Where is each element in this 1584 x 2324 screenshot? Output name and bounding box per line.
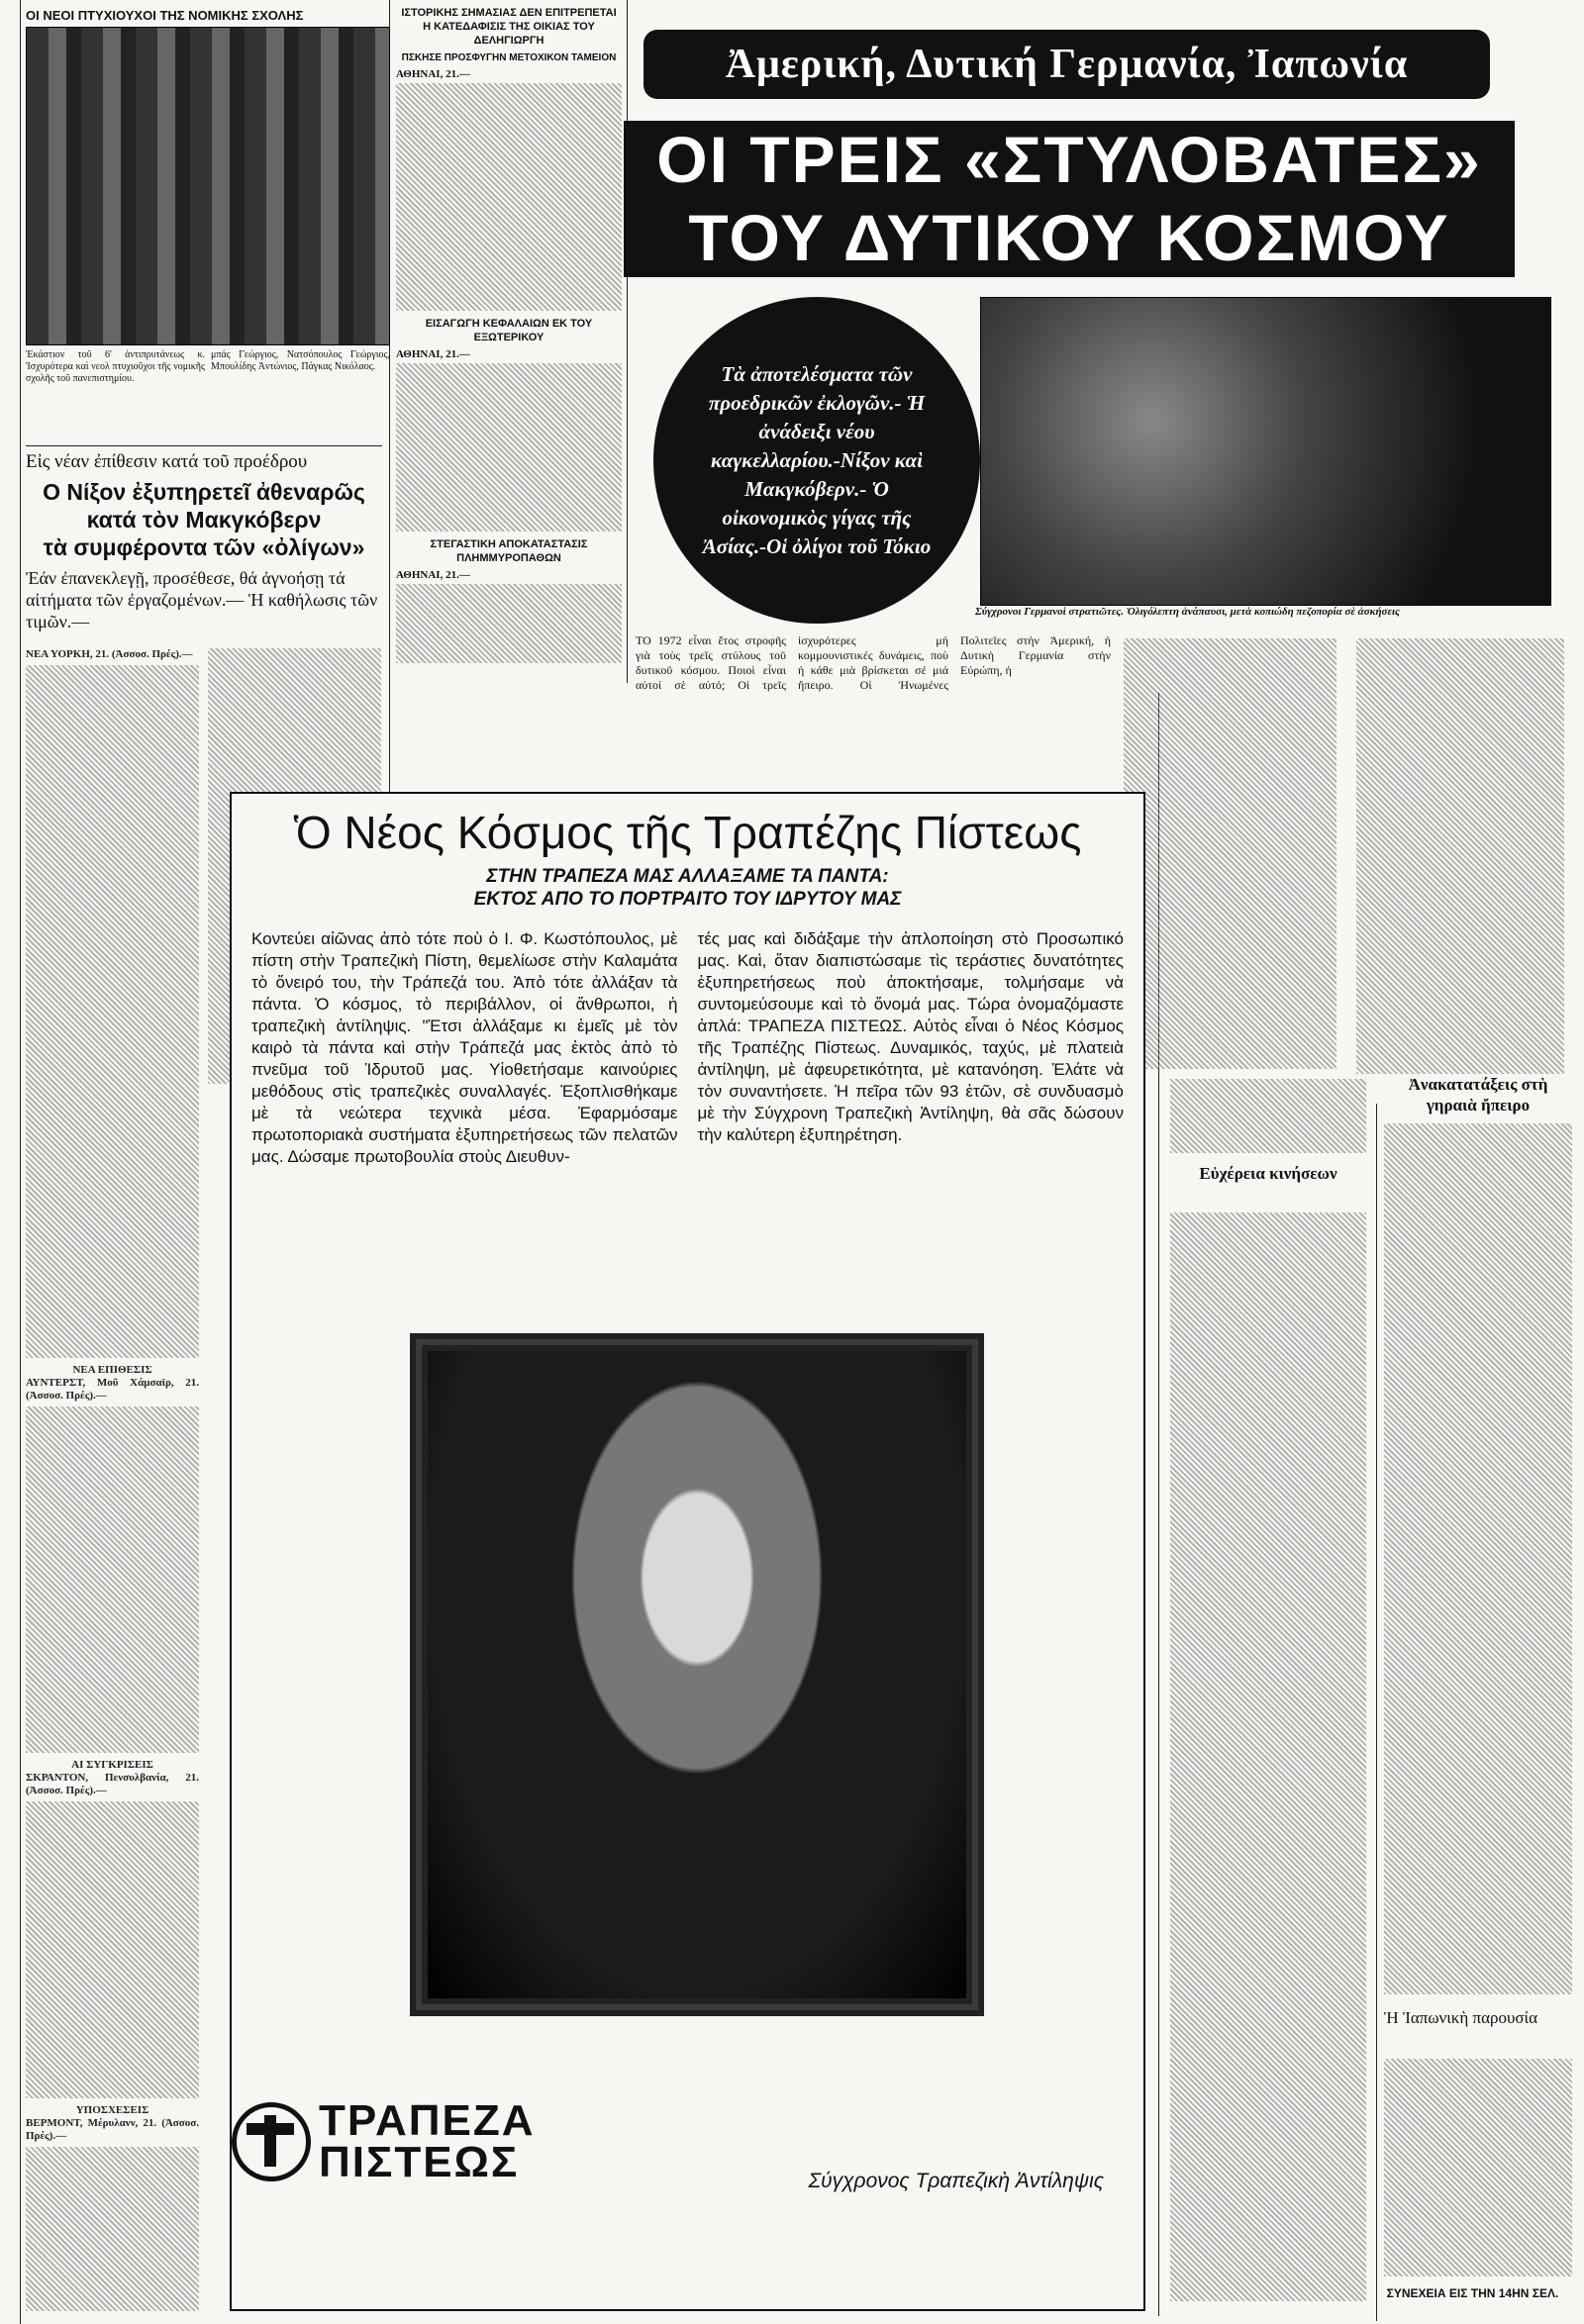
main-story-column-d: [1170, 1212, 1366, 2301]
column-text-block: [396, 83, 622, 311]
main-story-column-c: [1170, 1079, 1366, 1153]
photo-caption-right: μπάς Γεώργιος, Νατσόπουλος Γεώργιος, Μπουλίδης Ἀντώνιος, Πάγκας Νικόλαος.: [211, 349, 390, 372]
column-text-block: [396, 584, 622, 663]
nixon-kicker: Εἰς νέαν ἐπίθεσιν κατά τοῦ προέδρου: [26, 451, 308, 472]
main-story-column-f: [1384, 2059, 1572, 2276]
column-text-block: [26, 1406, 199, 1753]
graduates-photo: [26, 27, 390, 345]
column-rule: [627, 0, 628, 683]
mid-subhead-1: ΠΣΚΗΣΕ ΠΡΟΣΦΥΓΗΝ ΜΕΤΟΧΙΚΟΝ ΤΑΜΕΙΟΝ: [401, 52, 617, 63]
subhead-japan: Ἡ Ἰαπωνικὴ παρουσία: [1384, 2008, 1538, 2027]
bank-ad-body-left: Κοντεύει αἰῶνας ἀπὸ τότε ποὺ ὁ Ι. Φ. Κωστόπουλος, μὲ πίστη στὴν Τραπεζικὴ Πίστη, θεμελίωσε στὴν Καλαμάτα τὸ ὄνειρό του, τὴν Τράπεζά του. Ἀπὸ τότε ἀλλάξαν τὰ πάντα. Ὁ κόσμος, τὸ περιβάλλον, οἱ ἄνθρωποι, ἡ τραπεζικὴ ἀντίληψις. "Ἐτσι ἀλλάξαμε κι ἐμεῖς μὲ τὸν καιρὸ τὰ πάντα καὶ στὴν Τράπεζά μας ἐκτὸς ἀπὸ τὸ πνεῦμα τοῦ Ἱδρυτοῦ μας. Υἱοθετήσαμε καινούριες μεθόδους στὶς τραπεζικὲς συναλλαγές. Ἐξοπλισθήκαμε μὲ τὰ νεώτερα τεχνικὰ μέσα. Ἐφαρμόσαμε πρωτοποριακὰ συστήματα ἐξυπηρετήσεως τῶν πελατῶν μας. Δώσαμε πρωτοβουλία στοὺς Διευθυν-: [251, 929, 678, 1166]
founder-portrait: [428, 1351, 966, 1998]
dateline: ΝΕΑ ΥΟΡΚΗ, 21. (Ἀσσοσ. Πρές).—: [26, 648, 193, 660]
dateline: ΑΘΗΝΑΙ, 21.—: [396, 569, 470, 581]
column-text-block: [26, 2147, 199, 2311]
portrait-frame: [410, 1333, 984, 2016]
mid-headline-2: ΕΙΣΑΓΩΓΗ ΚΕΦΑΛΑΙΩΝ ΕΚ ΤΟΥ ΕΞΩΤΕΡΙΚΟΥ: [425, 318, 593, 343]
column-text-block: [26, 1801, 199, 2098]
nixon-column-1: [26, 648, 199, 2311]
dateline: ΒΕΡΜΟΝΤ, Μέρυλανν, 21. (Ἀσσοσ. Πρές).—: [26, 2117, 199, 2142]
circle-summary: Τὰ ἀποτελέσματα τῶν προεδρικῶν ἐκλογῶν.- Ἡ ἀνάδειξι νέου καγκελλαρίου.-Νίξον καὶ Μακγκόβερν.- Ὁ οἰκονομικὸς γίγας τῆς Ἀσίας.-Οἱ ὀλίγοι τοῦ Τόκιο: [653, 297, 980, 624]
dateline: ΑΥΝΤΕΡΣΤ, Μοῦ Χάμσαϊρ, 21. (Ἀσσοσ. Πρές).—: [26, 1377, 199, 1402]
main-story-column-a: [1124, 638, 1336, 1069]
soldiers-photo: [980, 297, 1551, 606]
dateline: ΣΚΡΑΝΤΟΝ, Πενσυλβανία, 21. (Ἀσσοσ. Πρές).—: [26, 1772, 199, 1796]
subhead-eucheria: Εὐχέρεια κινήσεων: [1199, 1164, 1337, 1183]
bank-logo-line-2: ΠΙΣΤΕΩΣ: [319, 2138, 520, 2186]
edge-rule: [20, 0, 21, 2324]
story-banner: Ἀμερική, Δυτική Γερμανία, Ἰαπωνία: [644, 30, 1490, 99]
law-school-story: [26, 8, 390, 385]
column-text-block: [396, 363, 622, 532]
main-story-column-e: [1384, 1123, 1572, 1994]
bank-ad-tagline: Σύγχρονος Τραπεζικὴ Ἀντίληψις: [808, 2170, 1104, 2192]
section-tag: ΝΕΑ ΕΠΙΘΕΣΙΣ: [72, 1364, 152, 1376]
bank-logo-line-1: ΤΡΑΠΕΖΑ: [319, 2096, 536, 2145]
main-story-lead: ΤΟ 1972 εἶναι ἔτος στροφῆς γιὰ τοὺς τρεῖς στύλους τοῦ δυτικοῦ κόσμου. Ποιοὶ εἶναι αὐτοί σὲ αὐτό; Οἱ τρεῖς ἰσχυρότερες μή κομμουνιστικές δυνάμεις, ποὺ ἡ κάθε μιὰ βρίσκεται σέ μιά ἤπειρο. Οἱ Ἠνωμένες Πολιτεῖες στὴν Ἀμερική, ἡ Δυτικὴ Γερμανία στὴν Εὐρώπη, ἡ: [636, 633, 1111, 692]
bank-ad-subtitle-1: ΣΤΗΝ ΤΡΑΠΕΖΑ ΜΑΣ ΑΛΛΑΞΑΜΕ ΤΑ ΠΑΝΤΑ:: [486, 866, 889, 887]
nixon-headline-2: κατά τὸν Μακγκόβερν: [86, 507, 322, 533]
column-text-block: [26, 665, 199, 1358]
mid-news-column: [396, 6, 622, 663]
bank-ad-body-right: τές μας καὶ διδάξαμε τὴν ἀπλοποίηση στὸ Προσωπικό μας. Καὶ, ὅταν διαπιστώσαμε τὶς τεράστιες δυνατότητες ἐξυπηρετήσεως ποὺ ἀποκτήσαμε, τολμήσαμε νὰ συντομεύσουμε καὶ τὸ ὄνομά μας. Τώρα ὀνομαζόμαστε ἁπλά: ΤΡΑΠΕΖΑ ΠΙΣΤΕΩΣ. Αὐτὸς εἶναι ὁ Νέος Κόσμος τῆς Τραπέζης Πίστεως. Δυναμικός, ταχύς, μὲ πλατειὰ ἀντίληψη, μὲ ἀφευρετικότητα, μὲ κατανόηση. Ἐλάτε νὰ τὸν συναντήσετε. Ἡ πεῖρα τῶν 93 ἐτῶν, σὲ συνδυασμὸ μὲ τὴν Σύγχρονη Τραπεζικὴ Ἀντίληψη, θὰ σᾶς δώσουν τὴν καλύτερη ἐξυπηρέτηση.: [697, 929, 1124, 1144]
column-rule: [1376, 1104, 1377, 2321]
bank-ad-subtitle-2: ΕΚΤΟΣ ΑΠΟ ΤΟ ΠΟΡΤΡΑΙΤΟ ΤΟΥ ΙΔΡΥΤΟΥ ΜΑΣ: [473, 889, 902, 910]
bank-logo: [232, 2096, 536, 2186]
main-story-column-b: [1356, 638, 1564, 1074]
nixon-headline-1: Ο Νίξον ἐξυπηρετεῖ ἀθεναρῶς: [43, 479, 365, 505]
nixon-headline-3: τὰ συμφέροντα τῶν «ὀλίγων»: [43, 534, 365, 560]
law-school-headline: ΟΙ ΝΕΟΙ ΠΤΥΧΙΟΥΧΟΙ ΤΗΣ ΝΟΜΙΚΗΣ ΣΧΟΛΗΣ: [26, 8, 304, 23]
section-tag: ΑΙ ΣΥΓΚΡΙΣΕΙΣ: [71, 1759, 153, 1771]
nixon-story: [26, 450, 382, 632]
bank-ad: [230, 792, 1145, 2311]
nixon-subhead: Ἐάν ἐπανεκλεγῇ, προσέθεσε, θά ἀγνοήσῃ τά αἰτήματα τῶν ἐργαζομένων.— Ἡ καθήλωσις τῶν τιμῶν.—: [26, 568, 378, 631]
continued-note: ΣΥΝΕΧΕΙΑ ΕΙΣ ΤΗΝ 14ΗΝ ΣΕΛ.: [1386, 2286, 1559, 2300]
mid-headline-1: ΙΣΤΟΡΙΚΗΣ ΣΗΜΑΣΙΑΣ ΔΕΝ ΕΠΙΤΡΕΠΕΤΑΙ Η ΚΑΤΕΔΑΦΙΣΙΣ ΤΗΣ ΟΙΚΙΑΣ ΤΟΥ ΔΕΛΗΓΙΩΡΓΗ: [401, 7, 617, 47]
mid-headline-3: ΣΤΕΓΑΣΤΙΚΗ ΑΠΟΚΑΤΑΣΤΑΣΙΣ ΠΛΗΜΜΥΡΟΠΑΘΩΝ: [430, 538, 588, 564]
subhead-europe: Ἀνακατατάξεις στὴ γηραιὰ ἤπειρο: [1408, 1075, 1548, 1114]
photo-caption: Ἐκάστιον τοῦ 6' ἀντιπρυτάνεως κ. Ἰσχυρότερα καὶ νεολ πτυχιοῦχοι τῆς νομικῆς σχολῆς τοῦ πανεπιστημίου.: [26, 349, 205, 384]
dateline: ΑΘΗΝΑΙ, 21.—: [396, 348, 470, 360]
bank-logo-icon: [232, 2102, 311, 2181]
soldiers-photo-caption: Σύγχρονοι Γερμανοὶ στρατιῶτες. Ὁλιγόλεπτη ἀνάπαυσι, μετὰ κοπιώδη πεζοπορία σὲ ἀσκήσεις: [975, 606, 1400, 618]
main-headline-2: ΤΟΥ ΔΥΤΙΚΟΥ ΚΟΣΜΟΥ: [624, 198, 1515, 277]
section-tag: ΥΠΟΣΧΕΣΕΙΣ: [75, 2104, 149, 2116]
dateline: ΑΘΗΝΑΙ, 21.—: [396, 68, 470, 80]
bank-ad-title: Ὁ Νέος Κόσμος τῆς Τραπέζης Πίστεως: [293, 807, 1082, 858]
main-headline-1: ΟΙ ΤΡΕΙΣ «ΣΤΥΛΟΒΑΤΕΣ»: [624, 121, 1515, 198]
